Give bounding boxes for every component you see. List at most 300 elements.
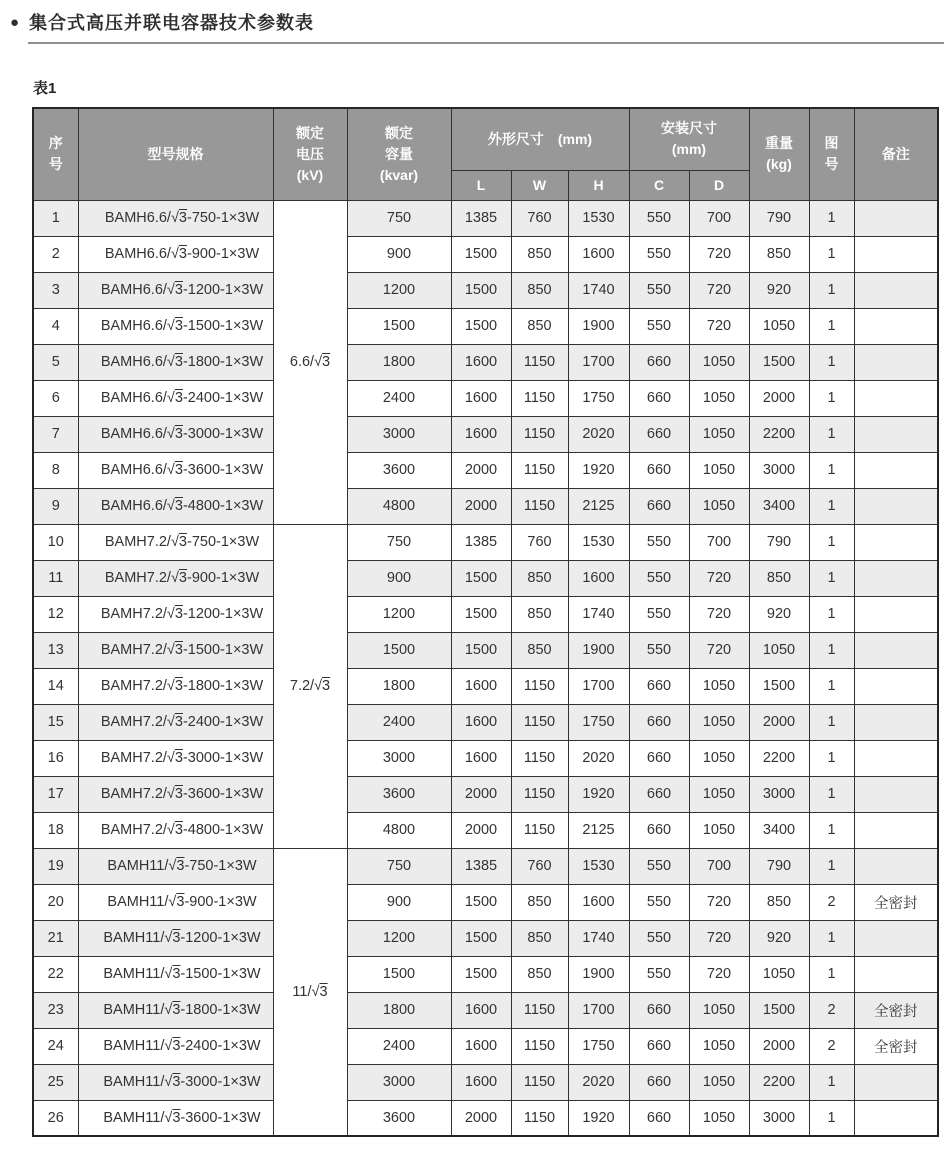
cell-mount-d: 720 bbox=[689, 884, 749, 920]
cell-model: BAMH6.6/√3-3000-1×3W bbox=[78, 416, 273, 452]
cell-mount-c: 660 bbox=[629, 344, 689, 380]
cell-serial: 8 bbox=[33, 452, 78, 488]
cell-model: BAMH7.2/√3-750-1×3W bbox=[78, 524, 273, 560]
cell-mount-d: 1050 bbox=[689, 740, 749, 776]
cell-dim-h: 2020 bbox=[568, 1064, 629, 1100]
cell-mount-d: 1050 bbox=[689, 1028, 749, 1064]
cell-serial: 18 bbox=[33, 812, 78, 848]
cell-mount-d: 720 bbox=[689, 236, 749, 272]
cell-dim-h: 1600 bbox=[568, 236, 629, 272]
cell-serial: 9 bbox=[33, 488, 78, 524]
table-row bbox=[33, 452, 938, 488]
header-col-c: C bbox=[629, 170, 689, 200]
cell-dim-h: 1740 bbox=[568, 596, 629, 632]
cell-serial: 22 bbox=[33, 956, 78, 992]
cell-serial: 4 bbox=[33, 308, 78, 344]
cell-model: BAMH7.2/√3-2400-1×3W bbox=[78, 704, 273, 740]
cell-remark bbox=[854, 632, 938, 668]
table-row bbox=[33, 848, 938, 884]
cell-figure: 1 bbox=[809, 488, 854, 524]
table-header bbox=[33, 108, 938, 200]
cell-dim-h: 2020 bbox=[568, 416, 629, 452]
cell-dim-w: 850 bbox=[511, 920, 568, 956]
header-col-w: W bbox=[511, 170, 568, 200]
cell-capacity: 900 bbox=[347, 560, 451, 596]
cell-figure: 1 bbox=[809, 452, 854, 488]
table-row bbox=[33, 776, 938, 812]
cell-mount-d: 1050 bbox=[689, 776, 749, 812]
cell-remark bbox=[854, 488, 938, 524]
cell-remark bbox=[854, 560, 938, 596]
table-row bbox=[33, 272, 938, 308]
cell-dim-l: 1500 bbox=[451, 956, 511, 992]
cell-dim-l: 1385 bbox=[451, 848, 511, 884]
header-voltage-unit: (kV) bbox=[296, 166, 324, 183]
cell-dim-l: 1600 bbox=[451, 1028, 511, 1064]
cell-mount-d: 700 bbox=[689, 200, 749, 236]
cell-figure: 1 bbox=[809, 560, 854, 596]
cell-dim-h: 2125 bbox=[568, 488, 629, 524]
table-row bbox=[33, 236, 938, 272]
cell-weight: 850 bbox=[749, 884, 809, 920]
cell-model: BAMH11/√3-1800-1×3W bbox=[78, 992, 273, 1028]
cell-capacity: 3000 bbox=[347, 1064, 451, 1100]
cell-mount-c: 660 bbox=[629, 812, 689, 848]
cell-serial: 21 bbox=[33, 920, 78, 956]
cell-capacity: 3600 bbox=[347, 1100, 451, 1136]
header-remark: 备注 bbox=[854, 108, 938, 200]
cell-dim-l: 1385 bbox=[451, 524, 511, 560]
cell-dim-w: 1150 bbox=[511, 812, 568, 848]
cell-dim-h: 1600 bbox=[568, 560, 629, 596]
table-row bbox=[33, 380, 938, 416]
cell-capacity: 1200 bbox=[347, 596, 451, 632]
cell-mount-d: 1050 bbox=[689, 488, 749, 524]
cell-model: BAMH6.6/√3-3600-1×3W bbox=[78, 452, 273, 488]
header-dimensions-group: 外形尺寸 (mm) bbox=[451, 108, 629, 170]
cell-mount-c: 660 bbox=[629, 668, 689, 704]
cell-mount-c: 550 bbox=[629, 956, 689, 992]
cell-figure: 2 bbox=[809, 884, 854, 920]
cell-dim-w: 760 bbox=[511, 524, 568, 560]
cell-mount-d: 1050 bbox=[689, 812, 749, 848]
cell-figure: 1 bbox=[809, 704, 854, 740]
cell-model: BAMH11/√3-900-1×3W bbox=[78, 884, 273, 920]
header-mounting-group bbox=[629, 108, 749, 170]
cell-figure: 1 bbox=[809, 668, 854, 704]
cell-weight: 3400 bbox=[749, 488, 809, 524]
cell-capacity: 4800 bbox=[347, 812, 451, 848]
cell-mount-c: 660 bbox=[629, 416, 689, 452]
header-serial-line2: 号 bbox=[48, 156, 63, 173]
cell-weight: 3000 bbox=[749, 452, 809, 488]
cell-weight: 2200 bbox=[749, 1064, 809, 1100]
table-row bbox=[33, 812, 938, 848]
cell-dim-w: 1150 bbox=[511, 344, 568, 380]
cell-dim-h: 1750 bbox=[568, 1028, 629, 1064]
cell-mount-c: 550 bbox=[629, 272, 689, 308]
cell-mount-d: 1050 bbox=[689, 704, 749, 740]
cell-dim-l: 1600 bbox=[451, 380, 511, 416]
cell-mount-c: 660 bbox=[629, 1064, 689, 1100]
cell-capacity: 2400 bbox=[347, 704, 451, 740]
cell-serial: 11 bbox=[33, 560, 78, 596]
cell-figure: 1 bbox=[809, 740, 854, 776]
cell-mount-c: 550 bbox=[629, 920, 689, 956]
cell-remark bbox=[854, 776, 938, 812]
cell-figure: 1 bbox=[809, 416, 854, 452]
cell-dim-l: 1600 bbox=[451, 704, 511, 740]
cell-dim-w: 1150 bbox=[511, 776, 568, 812]
cell-dim-w: 760 bbox=[511, 200, 568, 236]
cell-remark bbox=[854, 380, 938, 416]
cell-serial: 23 bbox=[33, 992, 78, 1028]
cell-weight: 790 bbox=[749, 524, 809, 560]
cell-remark bbox=[854, 416, 938, 452]
cell-mount-c: 660 bbox=[629, 1028, 689, 1064]
cell-mount-c: 550 bbox=[629, 200, 689, 236]
cell-dim-h: 1920 bbox=[568, 1100, 629, 1136]
cell-dim-w: 1150 bbox=[511, 1028, 568, 1064]
table-row bbox=[33, 1064, 938, 1100]
cell-dim-l: 1600 bbox=[451, 740, 511, 776]
cell-model: BAMH6.6/√3-1200-1×3W bbox=[78, 272, 273, 308]
cell-model: BAMH7.2/√3-1500-1×3W bbox=[78, 632, 273, 668]
header-capacity bbox=[347, 108, 451, 200]
cell-figure: 2 bbox=[809, 1028, 854, 1064]
cell-dim-w: 850 bbox=[511, 956, 568, 992]
cell-serial: 12 bbox=[33, 596, 78, 632]
cell-dim-h: 1530 bbox=[568, 200, 629, 236]
cell-serial: 16 bbox=[33, 740, 78, 776]
cell-model: BAMH6.6/√3-900-1×3W bbox=[78, 236, 273, 272]
cell-dim-h: 1920 bbox=[568, 452, 629, 488]
cell-mount-c: 660 bbox=[629, 452, 689, 488]
cell-figure: 1 bbox=[809, 1064, 854, 1100]
cell-mount-c: 550 bbox=[629, 596, 689, 632]
cell-mount-c: 550 bbox=[629, 848, 689, 884]
cell-weight: 2000 bbox=[749, 1028, 809, 1064]
table-row bbox=[33, 308, 938, 344]
cell-serial: 15 bbox=[33, 704, 78, 740]
header-voltage-line2: 电压 bbox=[296, 145, 324, 162]
cell-dim-h: 1750 bbox=[568, 704, 629, 740]
cell-capacity: 3000 bbox=[347, 740, 451, 776]
cell-remark bbox=[854, 272, 938, 308]
cell-mount-c: 660 bbox=[629, 488, 689, 524]
cell-dim-h: 1740 bbox=[568, 272, 629, 308]
cell-figure: 1 bbox=[809, 524, 854, 560]
header-group-row bbox=[33, 108, 938, 170]
cell-remark bbox=[854, 344, 938, 380]
parameters-table bbox=[32, 107, 939, 1137]
cell-serial: 6 bbox=[33, 380, 78, 416]
cell-weight: 2200 bbox=[749, 416, 809, 452]
cell-mount-c: 550 bbox=[629, 524, 689, 560]
cell-remark bbox=[854, 1100, 938, 1136]
header-col-l: L bbox=[451, 170, 511, 200]
cell-capacity: 750 bbox=[347, 200, 451, 236]
cell-mount-d: 1050 bbox=[689, 416, 749, 452]
cell-model: BAMH11/√3-2400-1×3W bbox=[78, 1028, 273, 1064]
cell-dim-l: 1385 bbox=[451, 200, 511, 236]
cell-mount-d: 720 bbox=[689, 596, 749, 632]
cell-figure: 1 bbox=[809, 344, 854, 380]
cell-dim-h: 1900 bbox=[568, 308, 629, 344]
cell-capacity: 1500 bbox=[347, 632, 451, 668]
cell-dim-l: 2000 bbox=[451, 452, 511, 488]
cell-figure: 1 bbox=[809, 632, 854, 668]
cell-weight: 1050 bbox=[749, 956, 809, 992]
cell-remark bbox=[854, 452, 938, 488]
table-row bbox=[33, 740, 938, 776]
cell-dim-l: 1500 bbox=[451, 308, 511, 344]
cell-dim-l: 1500 bbox=[451, 236, 511, 272]
cell-dim-w: 1150 bbox=[511, 488, 568, 524]
cell-dim-w: 760 bbox=[511, 848, 568, 884]
cell-serial: 17 bbox=[33, 776, 78, 812]
cell-dim-l: 1600 bbox=[451, 344, 511, 380]
cell-remark bbox=[854, 308, 938, 344]
cell-mount-d: 720 bbox=[689, 956, 749, 992]
cell-dim-l: 1500 bbox=[451, 272, 511, 308]
header-col-d: D bbox=[689, 170, 749, 200]
cell-weight: 1500 bbox=[749, 992, 809, 1028]
cell-dim-w: 1150 bbox=[511, 452, 568, 488]
cell-model: BAMH11/√3-1200-1×3W bbox=[78, 920, 273, 956]
table-row bbox=[33, 668, 938, 704]
cell-dim-w: 1150 bbox=[511, 992, 568, 1028]
cell-model: BAMH7.2/√3-900-1×3W bbox=[78, 560, 273, 596]
header-weight bbox=[749, 108, 809, 200]
cell-dim-h: 1530 bbox=[568, 524, 629, 560]
page-title bbox=[0, 0, 950, 35]
cell-model: BAMH6.6/√3-1500-1×3W bbox=[78, 308, 273, 344]
cell-weight: 2000 bbox=[749, 380, 809, 416]
cell-figure: 1 bbox=[809, 236, 854, 272]
cell-mount-c: 550 bbox=[629, 236, 689, 272]
cell-dim-h: 1750 bbox=[568, 380, 629, 416]
cell-remark bbox=[854, 704, 938, 740]
cell-figure: 1 bbox=[809, 272, 854, 308]
header-voltage bbox=[273, 108, 347, 200]
cell-serial: 19 bbox=[33, 848, 78, 884]
cell-figure: 2 bbox=[809, 992, 854, 1028]
cell-dim-h: 1530 bbox=[568, 848, 629, 884]
cell-remark: 全密封 bbox=[854, 1028, 938, 1064]
cell-capacity: 2400 bbox=[347, 380, 451, 416]
cell-mount-d: 720 bbox=[689, 920, 749, 956]
cell-serial: 25 bbox=[33, 1064, 78, 1100]
cell-capacity: 1800 bbox=[347, 668, 451, 704]
cell-dim-l: 2000 bbox=[451, 812, 511, 848]
cell-serial: 5 bbox=[33, 344, 78, 380]
cell-model: BAMH11/√3-1500-1×3W bbox=[78, 956, 273, 992]
cell-capacity: 4800 bbox=[347, 488, 451, 524]
cell-dim-w: 1150 bbox=[511, 740, 568, 776]
header-serial-line1: 序 bbox=[48, 135, 63, 152]
cell-remark bbox=[854, 740, 938, 776]
cell-dim-l: 1500 bbox=[451, 884, 511, 920]
cell-mount-d: 1050 bbox=[689, 380, 749, 416]
cell-mount-d: 1050 bbox=[689, 992, 749, 1028]
cell-mount-d: 1050 bbox=[689, 1064, 749, 1100]
cell-remark: 全密封 bbox=[854, 884, 938, 920]
bullet-icon: ● bbox=[10, 13, 21, 31]
header-mounting-unit: (mm) bbox=[671, 141, 707, 158]
cell-mount-d: 720 bbox=[689, 308, 749, 344]
cell-capacity: 1500 bbox=[347, 308, 451, 344]
cell-remark bbox=[854, 668, 938, 704]
cell-dim-w: 850 bbox=[511, 632, 568, 668]
cell-weight: 3000 bbox=[749, 1100, 809, 1136]
header-capacity-unit: (kvar) bbox=[379, 166, 419, 183]
cell-model: BAMH7.2/√3-3600-1×3W bbox=[78, 776, 273, 812]
cell-capacity: 1200 bbox=[347, 920, 451, 956]
cell-dim-h: 1920 bbox=[568, 776, 629, 812]
cell-dim-w: 850 bbox=[511, 308, 568, 344]
cell-mount-c: 550 bbox=[629, 560, 689, 596]
header-weight-line1: 重量 bbox=[765, 135, 793, 152]
cell-serial: 26 bbox=[33, 1100, 78, 1136]
cell-remark bbox=[854, 596, 938, 632]
cell-dim-w: 1150 bbox=[511, 668, 568, 704]
cell-remark bbox=[854, 200, 938, 236]
cell-capacity: 1500 bbox=[347, 956, 451, 992]
cell-model: BAMH11/√3-3000-1×3W bbox=[78, 1064, 273, 1100]
cell-model: BAMH11/√3-3600-1×3W bbox=[78, 1100, 273, 1136]
cell-model: BAMH6.6/√3-750-1×3W bbox=[78, 200, 273, 236]
cell-model: BAMH7.2/√3-4800-1×3W bbox=[78, 812, 273, 848]
cell-mount-d: 720 bbox=[689, 272, 749, 308]
cell-mount-c: 660 bbox=[629, 740, 689, 776]
table-row bbox=[33, 956, 938, 992]
cell-remark: 全密封 bbox=[854, 992, 938, 1028]
cell-dim-h: 1700 bbox=[568, 668, 629, 704]
cell-capacity: 2400 bbox=[347, 1028, 451, 1064]
cell-mount-d: 1050 bbox=[689, 452, 749, 488]
cell-dim-h: 1600 bbox=[568, 884, 629, 920]
title-divider bbox=[28, 42, 944, 44]
cell-mount-d: 700 bbox=[689, 524, 749, 560]
cell-serial: 3 bbox=[33, 272, 78, 308]
cell-dim-w: 1150 bbox=[511, 416, 568, 452]
cell-figure: 1 bbox=[809, 956, 854, 992]
header-model: 型号规格 bbox=[78, 108, 273, 200]
cell-figure: 1 bbox=[809, 1100, 854, 1136]
table-row bbox=[33, 920, 938, 956]
cell-dim-l: 1600 bbox=[451, 1064, 511, 1100]
cell-dim-l: 1500 bbox=[451, 596, 511, 632]
cell-serial: 2 bbox=[33, 236, 78, 272]
header-capacity-line2: 容量 bbox=[385, 145, 413, 162]
cell-dim-l: 1500 bbox=[451, 920, 511, 956]
cell-weight: 1500 bbox=[749, 344, 809, 380]
cell-dim-h: 2125 bbox=[568, 812, 629, 848]
cell-model: BAMH6.6/√3-4800-1×3W bbox=[78, 488, 273, 524]
table-row bbox=[33, 416, 938, 452]
cell-dim-h: 1900 bbox=[568, 956, 629, 992]
cell-voltage: 7.2/√3 bbox=[273, 524, 347, 848]
table-row bbox=[33, 596, 938, 632]
cell-mount-c: 550 bbox=[629, 884, 689, 920]
cell-dim-h: 1700 bbox=[568, 344, 629, 380]
cell-figure: 1 bbox=[809, 380, 854, 416]
cell-dim-w: 1150 bbox=[511, 704, 568, 740]
cell-model: BAMH7.2/√3-1200-1×3W bbox=[78, 596, 273, 632]
cell-capacity: 750 bbox=[347, 524, 451, 560]
cell-mount-c: 660 bbox=[629, 380, 689, 416]
cell-mount-c: 660 bbox=[629, 776, 689, 812]
cell-mount-c: 660 bbox=[629, 992, 689, 1028]
cell-dim-w: 850 bbox=[511, 560, 568, 596]
cell-figure: 1 bbox=[809, 920, 854, 956]
table-row bbox=[33, 1028, 938, 1064]
cell-dim-l: 1600 bbox=[451, 416, 511, 452]
header-capacity-line1: 额定 bbox=[385, 124, 413, 141]
cell-model: BAMH6.6/√3-2400-1×3W bbox=[78, 380, 273, 416]
header-figure bbox=[809, 108, 854, 200]
cell-weight: 850 bbox=[749, 560, 809, 596]
cell-model: BAMH11/√3-750-1×3W bbox=[78, 848, 273, 884]
cell-mount-d: 1050 bbox=[689, 1100, 749, 1136]
cell-remark bbox=[854, 920, 938, 956]
cell-figure: 1 bbox=[809, 848, 854, 884]
cell-dim-l: 2000 bbox=[451, 1100, 511, 1136]
header-figure-line2: 号 bbox=[824, 156, 839, 173]
cell-model: BAMH7.2/√3-1800-1×3W bbox=[78, 668, 273, 704]
cell-remark bbox=[854, 1064, 938, 1100]
table-row bbox=[33, 524, 938, 560]
cell-figure: 1 bbox=[809, 812, 854, 848]
cell-remark bbox=[854, 848, 938, 884]
header-figure-line1: 图 bbox=[824, 135, 839, 152]
cell-dim-h: 2020 bbox=[568, 740, 629, 776]
table-caption: 表1 bbox=[33, 80, 57, 97]
table-row bbox=[33, 488, 938, 524]
cell-dim-l: 1500 bbox=[451, 632, 511, 668]
cell-figure: 1 bbox=[809, 596, 854, 632]
cell-capacity: 750 bbox=[347, 848, 451, 884]
table-body bbox=[33, 200, 938, 1136]
cell-mount-d: 1050 bbox=[689, 668, 749, 704]
cell-weight: 850 bbox=[749, 236, 809, 272]
cell-serial: 10 bbox=[33, 524, 78, 560]
cell-serial: 14 bbox=[33, 668, 78, 704]
cell-dim-w: 1150 bbox=[511, 1100, 568, 1136]
cell-figure: 1 bbox=[809, 776, 854, 812]
cell-model: BAMH7.2/√3-3000-1×3W bbox=[78, 740, 273, 776]
header-voltage-line1: 额定 bbox=[296, 124, 324, 141]
cell-mount-c: 550 bbox=[629, 308, 689, 344]
cell-weight: 2000 bbox=[749, 704, 809, 740]
cell-remark bbox=[854, 956, 938, 992]
cell-weight: 790 bbox=[749, 200, 809, 236]
cell-weight: 3000 bbox=[749, 776, 809, 812]
cell-dim-w: 1150 bbox=[511, 380, 568, 416]
cell-dim-l: 1500 bbox=[451, 560, 511, 596]
cell-dim-l: 2000 bbox=[451, 776, 511, 812]
header-col-h: H bbox=[568, 170, 629, 200]
header-mounting-line1: 安装尺寸 bbox=[661, 120, 717, 137]
cell-model: BAMH6.6/√3-1800-1×3W bbox=[78, 344, 273, 380]
cell-capacity: 3600 bbox=[347, 776, 451, 812]
cell-dim-l: 1600 bbox=[451, 668, 511, 704]
cell-dim-w: 850 bbox=[511, 596, 568, 632]
cell-capacity: 900 bbox=[347, 236, 451, 272]
cell-dim-w: 1150 bbox=[511, 1064, 568, 1100]
cell-voltage: 11/√3 bbox=[273, 848, 347, 1136]
